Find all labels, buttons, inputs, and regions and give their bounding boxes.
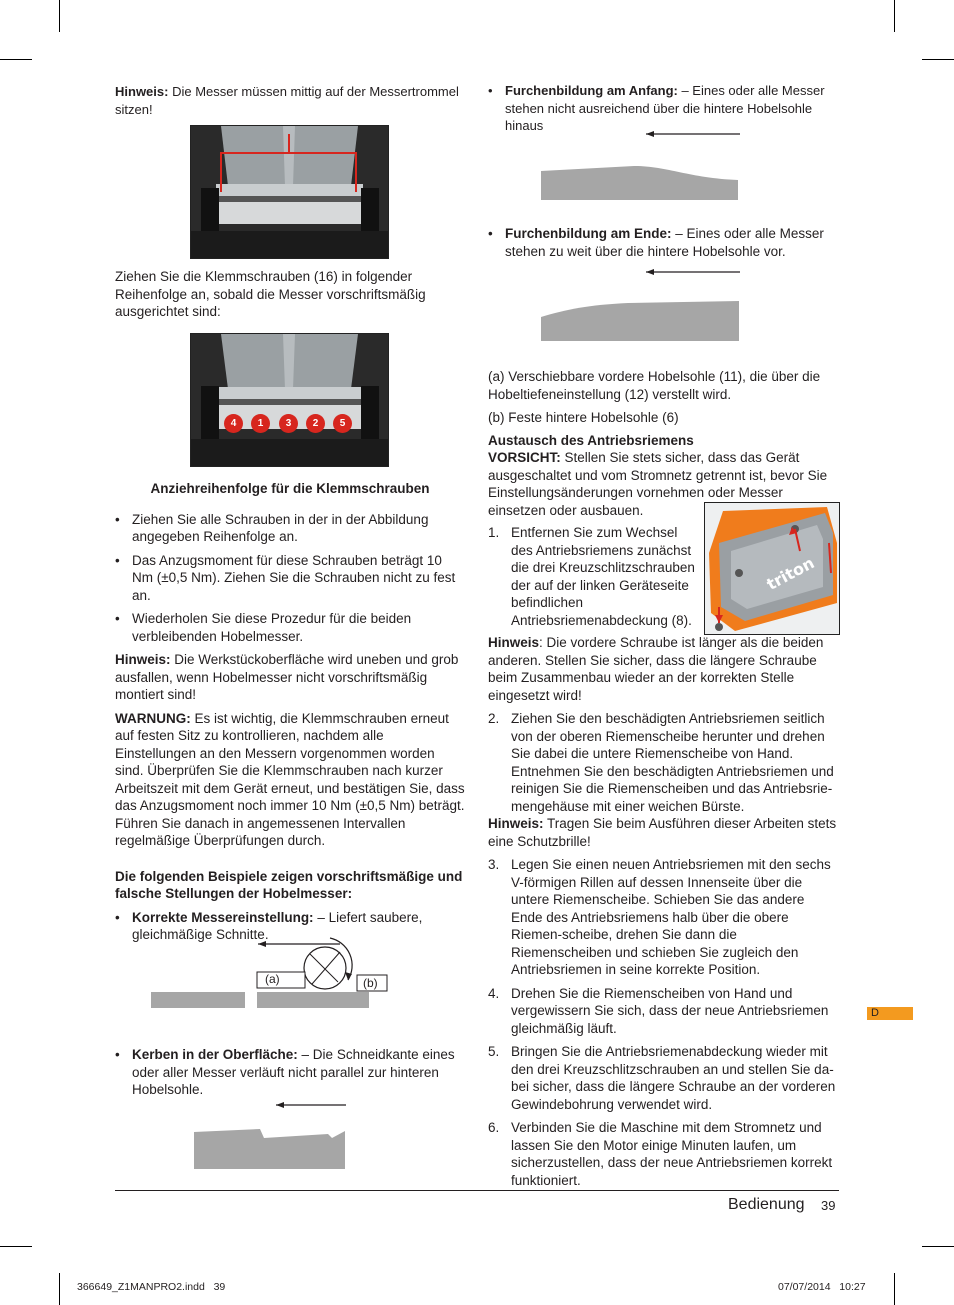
step-number: 4. bbox=[488, 985, 500, 1001]
paragraph-tighten-order: Ziehen Sie die Klemmschrauben (16) in folgender Reihenfolge an, sobald die Messer vorschriftsmäßig ausgerichtet sind: bbox=[115, 269, 426, 319]
crop-mark bbox=[894, 1273, 895, 1305]
screw-number-label: 5 bbox=[339, 418, 346, 429]
step-number: 6. bbox=[488, 1120, 500, 1135]
note-text: Tragen Sie beim Ausführen dieser Arbeiten stets eine Schutzbrille! bbox=[488, 816, 837, 849]
screw-number-3 bbox=[279, 414, 298, 433]
label-b: (b) bbox=[363, 976, 378, 990]
step-number: 5. bbox=[488, 1044, 500, 1059]
step-text: Legen Sie einen neuen Antriebsriemen mit den sechs V-förmigen Rillen auf dessen Innenseite über die untere Riemenscheibe. Schieben Sie das andere Ende des Antriebsriemens halb über die obere Riemen-scheibe, drehen Sie dann die Riemenscheiben und schieben Sie zugleich den Antriebsriemen in seine korrekte Position. bbox=[511, 857, 831, 977]
crop-mark bbox=[0, 1246, 32, 1247]
step-3 bbox=[488, 856, 838, 979]
example-text: – Liefert saubere, gleichmäßige Schnitte. bbox=[132, 909, 423, 942]
screw-number-label: 3 bbox=[285, 418, 292, 429]
language-tab bbox=[867, 1007, 913, 1020]
screw-number-label: 1 bbox=[257, 418, 264, 429]
warning-text: Es ist wichtig, die Klemmschrauben erneut auf festen Sitz zu kontrollieren, nachdem alle Einstellungen an den Messern vorgenommen worden sind. Überprüfen Sie die Klemmschrauben nach kurzer Arbeitszeit mit dem Gerät erneut, und bestätigen Sie, dass das Anzugsmoment noch immer 10 Nm (±0,5 Nm) beträgt. Führen Sie danach in angemessenen Intervallen regelmäßige Überprüfungen durch. bbox=[115, 710, 465, 848]
belt-cover-photo bbox=[704, 502, 840, 635]
warning-label: WARNUNG: bbox=[115, 710, 191, 726]
planer-screws-image bbox=[191, 334, 388, 466]
note-uneven-surface bbox=[115, 651, 465, 704]
left-column-4 bbox=[115, 1046, 465, 1099]
note-text: Die Werkstückoberfläche wird uneben und grob ausfallen, wenn Hobelmesser nicht vorschriftsmäßig montiert sind! bbox=[115, 652, 459, 702]
step-number: 1. bbox=[488, 525, 500, 540]
page-number: 39 bbox=[821, 1198, 836, 1213]
step-6 bbox=[488, 1119, 838, 1189]
note-knife-center bbox=[115, 83, 465, 118]
example-label: Korrekte Messereinstellung: bbox=[132, 909, 314, 925]
left-column-3 bbox=[115, 480, 465, 944]
step-4 bbox=[488, 985, 838, 1038]
triton-logo: triton bbox=[763, 553, 818, 594]
diagram-furrow-end bbox=[538, 265, 744, 345]
note-text: Die Messer müssen mittig auf der Messertrommel sitzen! bbox=[115, 84, 459, 117]
screw-number-label: 2 bbox=[312, 418, 319, 429]
note-label: Hinweis bbox=[488, 635, 540, 650]
note-label: Hinweis: bbox=[488, 816, 544, 831]
crop-mark bbox=[922, 59, 954, 60]
step-number: 3. bbox=[488, 857, 500, 872]
screw-number-2 bbox=[306, 414, 325, 433]
note-safety-glasses bbox=[488, 815, 838, 850]
crop-mark bbox=[894, 0, 895, 32]
print-file-info: 366649_Z1MANPRO2.indd 39 bbox=[77, 1281, 226, 1293]
step-5 bbox=[488, 1043, 838, 1113]
belt-cover-image bbox=[705, 503, 839, 634]
belt-heading: Austausch des Antriebsriemens bbox=[488, 432, 694, 448]
diagram-furrow-start bbox=[538, 126, 744, 206]
example-text: – Eines oder alle Messer stehen nicht ausreichend über die hintere Hobelsohle hinaus bbox=[505, 83, 825, 133]
print-date-info: 07/07/2014 10:27 bbox=[778, 1281, 866, 1293]
note-front-screw bbox=[488, 634, 838, 704]
step-1 bbox=[488, 524, 701, 629]
examples-heading: Die folgenden Beispiele zeigen vorschriftsmäßige und falsche Stellungen der Hobelmesser: bbox=[115, 868, 463, 901]
caution-text: Stellen Sie stets sicher, dass das Gerät ausgeschaltet und vom Stromnetz getrennt ist, bevor Sie Einstellungsänderungen vornehmen oder Messer einsetzen oder ausbauen. bbox=[488, 450, 828, 518]
knife-center-photo bbox=[190, 125, 389, 259]
step-text: Drehen Sie die Riemenscheiben von Hand und vergewissern Sie sich, dass der neue Antriebsriemen gleichmäßig läuft. bbox=[511, 985, 829, 1036]
language-tab-label: D bbox=[871, 1007, 879, 1019]
footer-rule bbox=[115, 1190, 839, 1191]
note-text: : Die vordere Schraube ist länger als die beiden anderen. Stellen Sie sicher, dass die längere Schraube beim Zusammenbau wieder an der korrekten Stelle eingesetzt wird! bbox=[488, 635, 824, 703]
crop-mark bbox=[922, 1246, 954, 1247]
crop-mark bbox=[59, 0, 60, 32]
screw-number-1 bbox=[251, 414, 270, 433]
example-furrow-end bbox=[488, 225, 838, 260]
step-text: Bringen Sie die Antriebsriemenabdeckung wieder mit den drei Kreuzschlitzschrauben an und stellen Sie da-bei sicher, dass die längere Schraube an der vorderen Gewindebohrung verwendet wird. bbox=[511, 1044, 836, 1112]
step-text: Verbinden Sie die Maschine mit dem Stromnetz und lassen Sie den Motor einige Minuten laufen, um sicherzustellen, dass der neue Antriebsriemen korrekt funktioniert. bbox=[511, 1120, 833, 1188]
example-text: – Eines oder alle Messer stehen zu weit über die hintere Hobelsohle vor. bbox=[505, 226, 824, 259]
list-item: • Ziehen Sie alle Schrauben in der in der Abbildung angegeben Reihenfolge an. bbox=[115, 511, 465, 546]
example-label: Kerben in der Oberfläche: bbox=[132, 1047, 298, 1062]
bullet-list bbox=[115, 511, 465, 646]
caution-label: VORSICHT: bbox=[488, 450, 561, 465]
warning-paragraph bbox=[115, 710, 465, 850]
example-label: Furchenbildung am Anfang: bbox=[505, 83, 678, 98]
legend-a: (a) Verschiebbare vordere Hobelsohle (11), die über die Hobeltiefeneinstellung (12) verstellt wird. bbox=[488, 369, 821, 402]
step-text: Ziehen Sie den beschädigten Antriebsriemen seitlich von der oberen Riemenscheibe herunter und drehen Sie dabei die untere Riemenscheibe von Hand. Entnehmen Sie den beschädigten Antriebsriemen und reinigen Sie die Riemenscheiben und das Antriebsrie-mengehäuse mit einer weichen Bürste. bbox=[511, 711, 834, 814]
right-column-2 bbox=[488, 225, 838, 260]
diagram-notches bbox=[190, 1098, 350, 1172]
legend-b: (b) Feste hintere Hobelsohle (6) bbox=[488, 410, 679, 425]
figure-caption: Anziehreihenfolge für die Klemmschrauben bbox=[150, 481, 430, 496]
right-column-3 bbox=[488, 368, 838, 1189]
screw-number-4 bbox=[224, 414, 243, 433]
left-column-2 bbox=[115, 268, 465, 321]
step-text: Entfernen Sie zum Wechsel des Antriebsriemens zunächst die drei Kreuzschlitzschrauben der auf der linken Geräteseite befindlichen Antriebsriemenabdeckung (8). bbox=[511, 525, 695, 628]
screw-number-label: 4 bbox=[230, 418, 237, 429]
crop-mark bbox=[0, 59, 32, 60]
example-label: Furchenbildung am Ende: bbox=[505, 226, 672, 241]
screw-order-photo bbox=[190, 333, 389, 467]
step-number: 2. bbox=[488, 711, 500, 726]
list-item: • Das Anzugsmoment für diese Schrauben beträgt 10 Nm (±0,5 Nm). Ziehen Sie die Schrauben nicht zu fest an. bbox=[115, 552, 465, 605]
note-label: Hinweis: bbox=[115, 84, 169, 99]
step-2 bbox=[488, 710, 838, 815]
left-column bbox=[115, 83, 465, 118]
example-text: – Die Schneidkante eines oder aller Messer verläuft nicht parallel zur hinteren Hobelsohle. bbox=[132, 1047, 455, 1097]
screw-number-5 bbox=[333, 414, 352, 433]
crop-mark bbox=[59, 1273, 60, 1305]
note-label: Hinweis: bbox=[115, 652, 171, 667]
example-notches bbox=[115, 1046, 465, 1099]
label-a: (a) bbox=[265, 972, 280, 986]
footer-section: Bedienung bbox=[728, 1196, 805, 1213]
planer-drum-image bbox=[191, 126, 388, 258]
list-item: • Wiederholen Sie diese Prozedur für die beiden verbleibenden Hobelmesser. bbox=[115, 610, 465, 645]
